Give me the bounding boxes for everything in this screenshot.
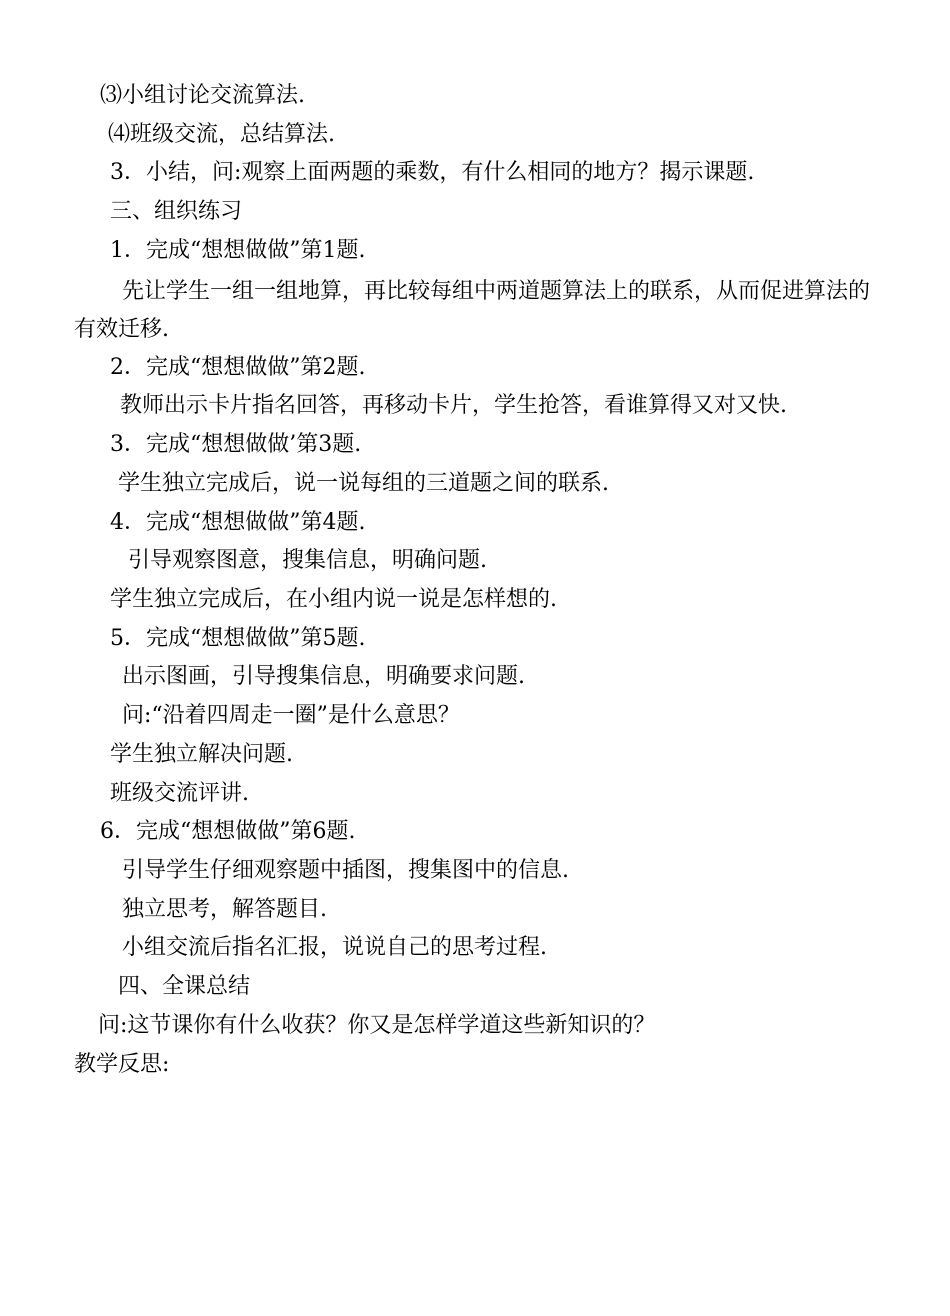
exercise-6-observe: 引导学生仔细观察题中插图，搜集图中的信息. [122,858,569,883]
exercise-4-title: 4．完成“想想做做”第4题. [110,510,366,535]
exercise-3-description: 学生独立完成后，说一说每组的三道题之间的联系. [118,471,609,496]
exercise-1-title: 1．完成“想想做做”第1题. [110,238,366,263]
section-heading-practice: 三、组织练习 [110,199,243,224]
exercise-4-guide: 引导观察图意，搜集信息，明确问题. [128,548,487,573]
exercise-2-title: 2．完成“想想做做”第2题. [110,355,366,380]
exercise-5-guide: 出示图画，引导搜集信息，明确要求问题. [122,664,525,689]
exercise-5-question: 问:“沿着四周走一圈”是什么意思？ [122,703,460,728]
step-3-group-discussion: ⑶小组讨论交流算法. [100,83,305,108]
exercise-5-review: 班级交流评讲. [110,781,249,806]
exercise-2-description: 教师出示卡片指名回答，再移动卡片，学生抢答，看谁算得又对又快. [120,393,787,418]
summary-question: 3．小结，问:观察上面两题的乘数，有什么相同的地方？揭示课题. [110,160,755,185]
summary-final-question: 问:这节课你有什么收获？你又是怎样学道这些新知识的？ [98,1013,656,1038]
exercise-3-title: 3．完成“想想做做’第3题. [110,432,362,457]
section-heading-summary: 四、全课总结 [118,974,251,999]
exercise-6-title: 6．完成“想想做做”第6题. [100,819,356,844]
exercise-6-report: 小组交流后指名汇报，说说自己的思考过程. [122,935,547,960]
exercise-6-think: 独立思考，解答题目. [122,897,327,922]
exercise-4-discussion: 学生独立完成后，在小组内说一说是怎样想的. [110,587,557,612]
step-4-class-exchange: ⑷班级交流，总结算法. [108,122,335,147]
exercise-5-title: 5．完成“想想做做”第5题. [110,626,366,651]
exercise-5-solve: 学生独立解决问题. [110,742,293,767]
exercise-1-description: 先让学生一组一组地算，再比较每组中两道题算法上的联系，从而促进算法的有效迁移. [74,279,871,342]
teaching-reflection-label: 教学反思: [74,1052,170,1077]
